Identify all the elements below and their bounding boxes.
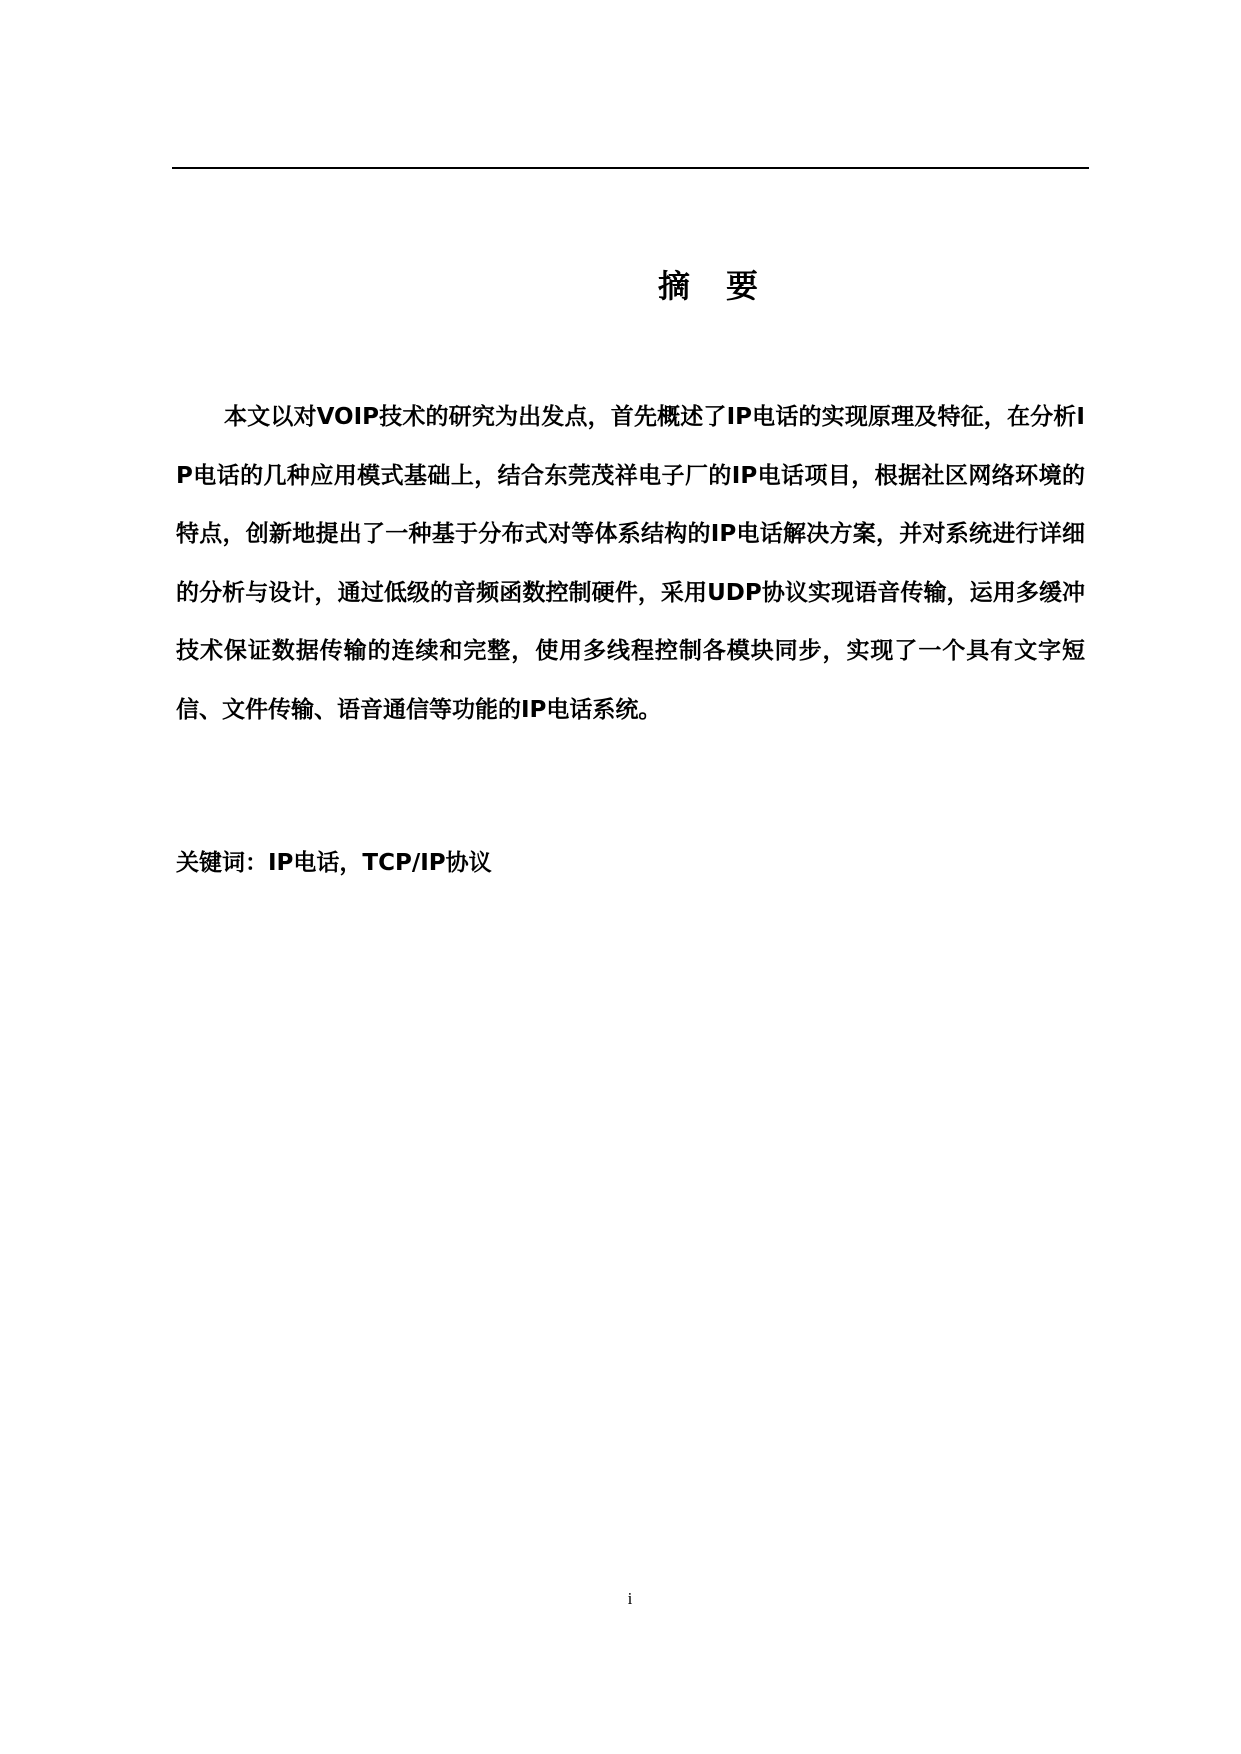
keywords-line: 关键词：IP电话，TCP/IP协议 [176, 850, 492, 876]
page-title [172, 262, 1089, 310]
title-char-1: 摘 [657, 267, 690, 305]
title-char-2: 要 [726, 267, 759, 305]
abstract-paragraph: 本文以对VOIP技术的研究为出发点，首先概述了IP电话的实现原理及特征，在分析IP电话的几种应用模式基础上，结合东莞茂祥电子厂的IP电话项目，根据社区网络环境的特点，创新地提出了一种基于分布式对等体系结构的IP电话解决方案，并对系统进行详细的分析与设计，通过低级的音频函数控制硬件，采用UDP协议实现语音传输，运用多缓冲技术保证数据传输的连续和完整，使用多线程控制各模块同步，实现了一个具有文字短信、文件传输、语音通信等功能的IP电话系统。 [176, 404, 1085, 723]
page-number: i [627, 1589, 633, 1608]
header-rule [172, 167, 1089, 169]
